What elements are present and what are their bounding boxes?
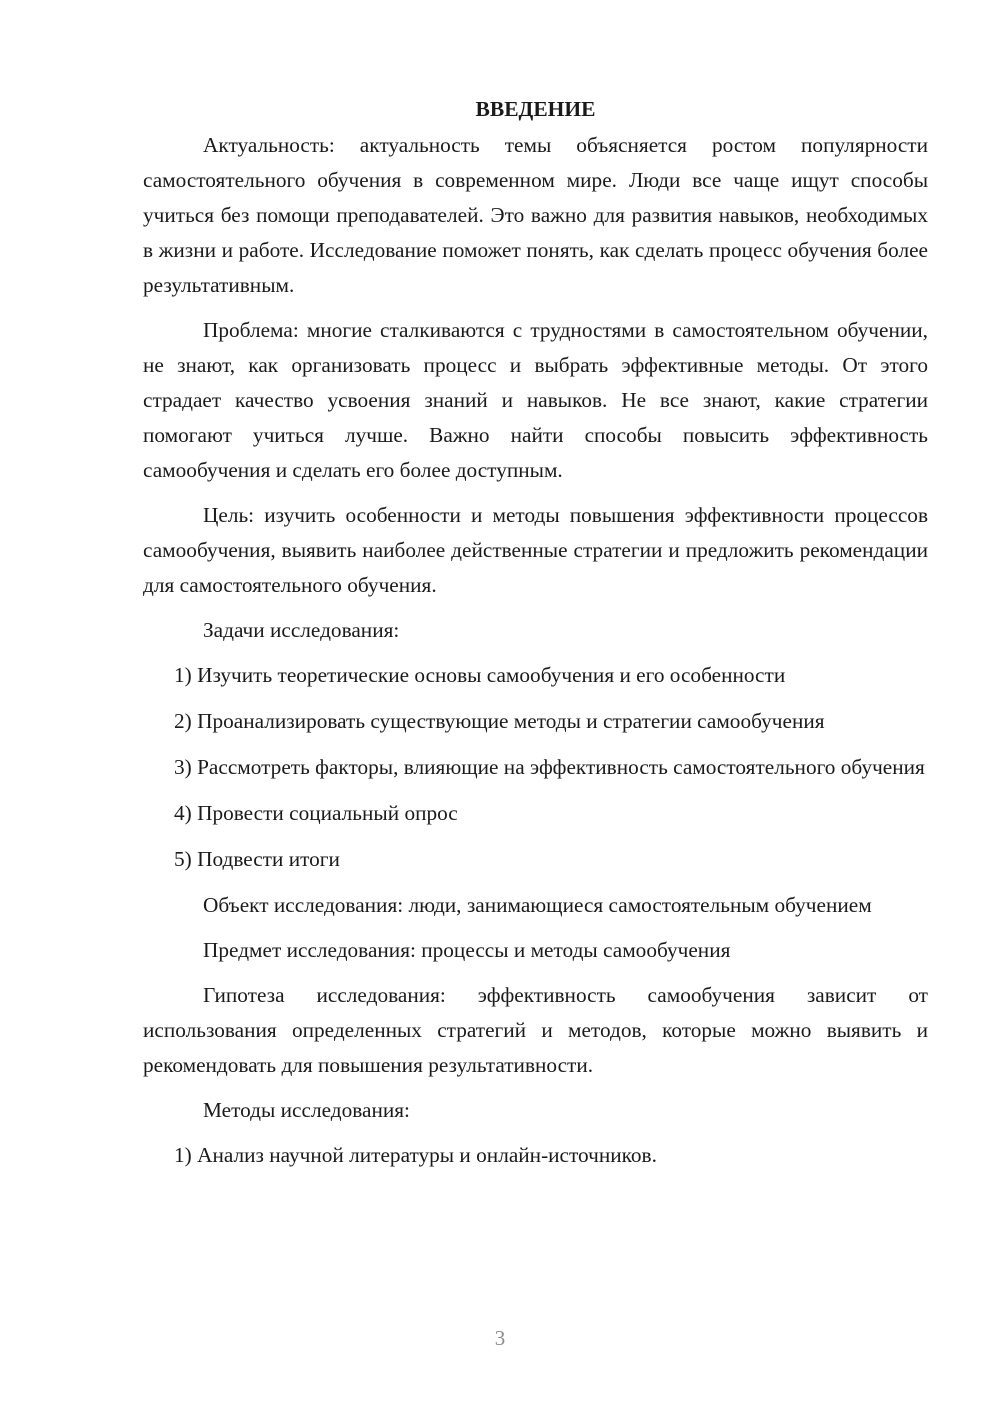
task-item-1: 1) Изучить теоретические основы самообучения и его особенности (174, 663, 786, 687)
task-item-2: 2) Проанализировать существующие методы и стратегии самообучения (174, 709, 825, 733)
subject-paragraph: Предмет исследования: процессы и методы самообучения (203, 938, 731, 962)
object-paragraph: Объект исследования: люди, занимающиеся самостоятельным обучением (203, 893, 872, 917)
tasks-heading: Задачи исследования: (203, 618, 400, 642)
problem-paragraph: Проблема: многие сталкиваются с трудностями в самостоятельном обучении, не знают, как организовать процесс и выбрать эффективные методы. От этого страдает качество усвоения знаний и навыков. Не все знают, какие стратегии помогают учиться лучше. Важно найти способы повысить эффективность самообучения и сделать его более доступным. (143, 318, 928, 482)
task-item-4: 4) Провести социальный опрос (174, 801, 458, 825)
task-item-5: 5) Подвести итоги (174, 847, 340, 871)
goal-paragraph: Цель: изучить особенности и методы повышения эффективности процессов самообучения, выявить наиболее действенные стратегии и предложить рекомендации для самостоятельного обучения. (143, 503, 928, 597)
task-item-3: 3) Рассмотреть факторы, влияющие на эффективность самостоятельного обучения (174, 755, 925, 779)
page-title: ВВЕДЕНИЕ (475, 97, 596, 121)
methods-heading: Методы исследования: (203, 1098, 410, 1122)
page-number: 3 (494, 1326, 506, 1350)
document-page (143, 92, 928, 1184)
relevance-paragraph: Актуальность: актуальность темы объясняется ростом популярности самостоятельного обучения в современном мире. Люди все чаще ищут способы учиться без помощи преподавателей. Это важно для развития навыков, необходимых в жизни и работе. Исследование поможет понять, как сделать процесс обучения более результативным. (143, 133, 928, 297)
hypothesis-paragraph: Гипотеза исследования: эффективность самообучения зависит от использования определенных стратегий и методов, которые можно выявить и рекомендовать для повышения результативности. (143, 983, 928, 1077)
method-item-1: 1) Анализ научной литературы и онлайн-источников. (174, 1143, 657, 1167)
